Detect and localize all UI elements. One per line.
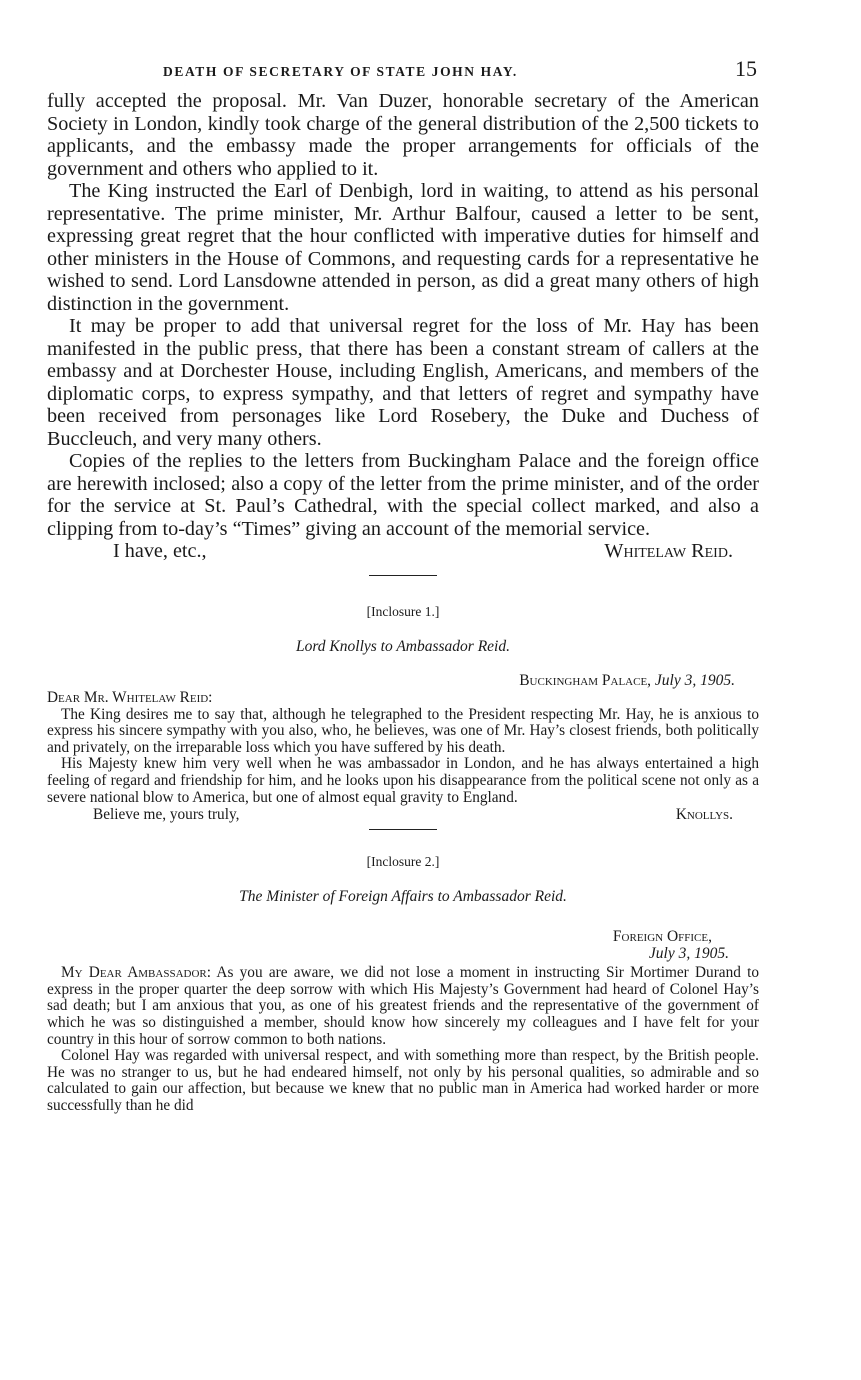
letter-body <box>47 90 759 540</box>
letter-paragraph: fully accepted the proposal. Mr. Van Duzer, honorable secretary of the American Society in London, kindly took charge of the general distribution of the 2,500 tickets to applicants, and the embassy made the proper arrangements for officials of the government and others who applied to it. <box>47 90 759 180</box>
inclosure-place: Foreign Office, <box>612 928 712 946</box>
inclosure-paragraph: The King desires me to say that, although he telegraphed to the President respecting Mr. Hay, he is anxious to express his sincere sympathy with you also, who, he believes, was one of Mr. Hay’s closest friends, both politically and privately, on the irreparable loss which you have suffered by his death. <box>47 705 759 756</box>
running-head: DEATH OF SECRETARY OF STATE JOHN HAY. <box>163 64 518 79</box>
inclosure-label: [Inclosure 1.] <box>366 604 440 619</box>
inclosure-place: Buckingham Palace, <box>519 672 652 689</box>
document-page <box>47 56 759 1115</box>
inclosure-date: July 3, 1905. <box>648 945 729 963</box>
inclosure-paragraph <box>47 965 759 1048</box>
inclosure-1-body <box>47 690 759 806</box>
page-header <box>47 56 759 90</box>
letter-closing: I have, etc., <box>113 540 207 562</box>
letter-signoff <box>47 540 759 566</box>
inclosure-2-body <box>47 965 759 1114</box>
inclosure-date: July 3, 1905. <box>654 672 735 689</box>
letter-signature: Whitelaw Reid. <box>604 540 733 562</box>
inclosure-signoff <box>47 806 759 824</box>
section-divider <box>369 829 437 830</box>
letter-paragraph: The King instructed the Earl of Denbigh, lord in waiting, to attend as his personal representative. The prime minister, Mr. Arthur Balfour, caused a letter to be sent, expressing great regret that the hour conflicted with imperative duties for himself and other ministers in the House of Commons, and requesting cards for a representative he wished to send. Lord Lansdowne attended in person, as did a great many others of high distinction in the government. <box>47 180 759 315</box>
letter-paragraph: It may be proper to add that universal regret for the loss of Mr. Hay has been manifested in the public press, that there has been a constant stream of callers at the embassy and at Dorchester House, including English, Americans, and members of the diplomatic corps, to express sympathy, and that letters of regret and sympathy have been received from personages like Lord Rosebery, the Duke and Duchess of Buccleuch, and very many others. <box>47 315 759 450</box>
inclosure-dateline <box>47 672 759 690</box>
salutation: My Dear Ambassador: <box>61 964 211 982</box>
salutation: Dear Mr. Whitelaw Reid: <box>47 689 213 706</box>
inclosure-paragraph: Colonel Hay was regarded with universal respect, and with something more than respect, by the British people. He was no stranger to us, but he had endeared himself, not only by his personal qualities, so admirable and so calculated to gain our affection, but because we knew that no public man in America had worked harder or more successfully than he did <box>47 1047 759 1114</box>
inclosure-paragraph-text: As you are aware, we did not lose a moment in instructing Sir Mortimer Durand to express in the proper quarter the deep sorrow with which His Majesty’s Government had heard of Colonel Hay’s sad death; but I am anxious that you, as one of his greatest friends and the representative of the government of which he was so distinguished a member, should know how sincerely my colleagues and I have felt for your country in this hour of sorrow common to both nations. <box>47 964 760 1048</box>
inclosure-closing: Believe me, yours truly, <box>93 806 240 824</box>
inclosure-label: [Inclosure 2.] <box>366 854 440 870</box>
inclosure-paragraph: His Majesty knew him very well when he was ambassador in London, and he has always entertained a high feeling of regard and friendship for him, and he looks upon his disappearance from the political scene not only as a severe national blow to America, but one of almost equal gravity to England. <box>47 755 759 806</box>
inclosure-title: Lord Knollys to Ambassador Reid. <box>295 638 510 655</box>
inclosure-title: The Minister of Foreign Affairs to Ambassador Reid. <box>239 888 567 906</box>
inclosure-signature: Knollys. <box>675 806 733 824</box>
section-divider <box>369 575 437 576</box>
page-number: 15 <box>735 56 757 81</box>
letter-paragraph: Copies of the replies to the letters from Buckingham Palace and the foreign office are herewith inclosed; also a copy of the letter from the prime minister, and of the order for the service at St. Paul’s Cathedral, with the special collect marked, and also a clipping from to-day’s “Times” giving an account of the memorial service. <box>47 450 759 540</box>
